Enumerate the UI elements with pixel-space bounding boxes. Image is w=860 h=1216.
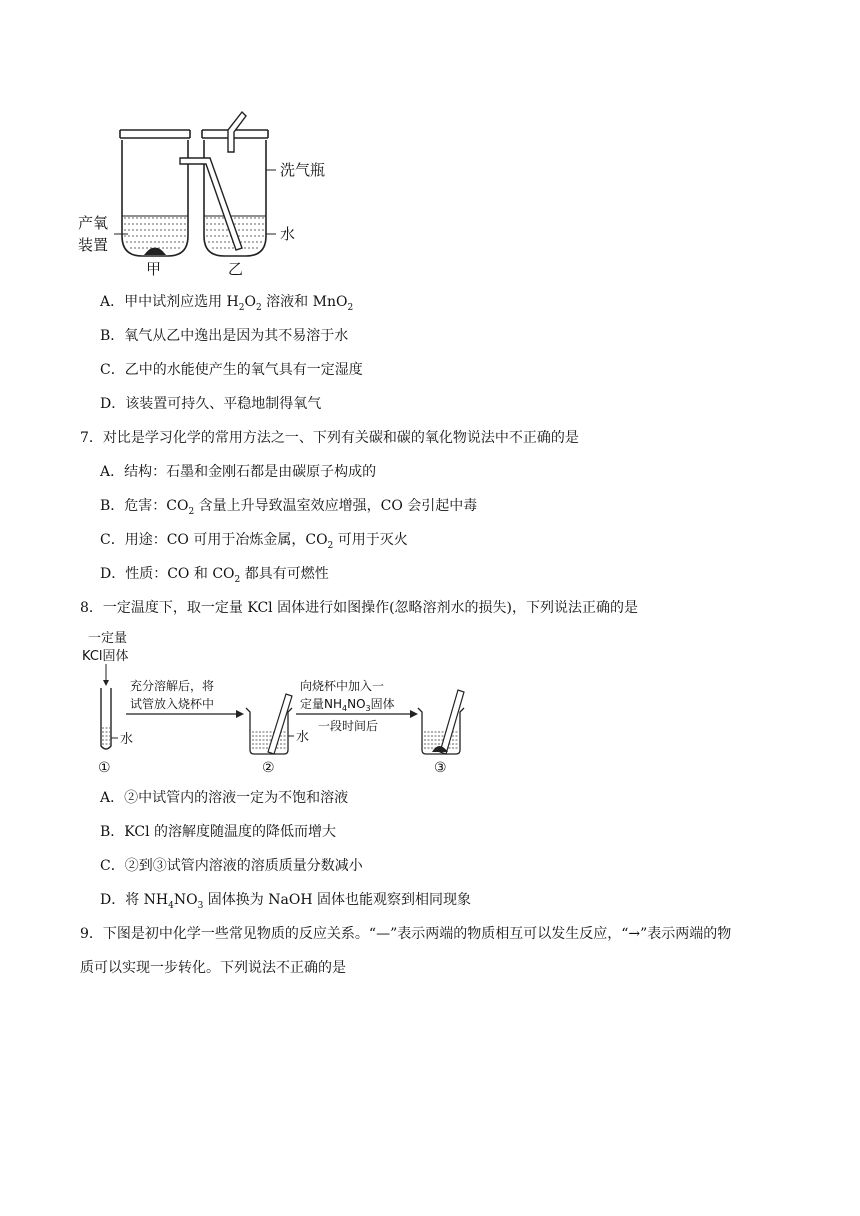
q6-option-b: B．氧气从乙中逸出是因为其不易溶于水 bbox=[100, 328, 349, 344]
water-label-1: 水 bbox=[120, 732, 134, 747]
step-2-label: ② bbox=[262, 760, 275, 776]
beaker-3 bbox=[418, 690, 464, 754]
q7-option-b: B．危害：$CO_2$ 含量上升导致温室效应增强，CO 会引起中毒 bbox=[100, 498, 478, 517]
q7-option-c: C．用途：CO 可用于冶炼金属，$CO_2$ 可用于灭火 bbox=[100, 532, 408, 551]
q8-stem: 8．一定温度下，取一定量 KCl 固体进行如图操作(忽略溶剂水的损失)，下列说法正确的是 bbox=[80, 600, 639, 616]
q7-stem: 7．对比是学习化学的常用方法之一、下列有关碳和碳的氧化物说法中不正确的是 bbox=[80, 430, 579, 446]
oxygen-device-label-2: 装置 bbox=[78, 236, 109, 254]
catalyst-pile bbox=[144, 248, 166, 256]
kcl-dissolution-figure bbox=[80, 628, 480, 778]
arrow2-text-2: 定量$NH_4NO_3$固体 bbox=[300, 697, 395, 713]
kcl-label-1: 一定量 bbox=[88, 631, 128, 646]
jia-container bbox=[120, 130, 190, 256]
q8-option-a: A．②中试管内的溶液一定为不饱和溶液 bbox=[100, 790, 349, 806]
jia-label: 甲 bbox=[146, 260, 162, 278]
beaker-2 bbox=[246, 694, 294, 754]
q8-option-c: C．②到③试管内溶液的溶质质量分数减小 bbox=[100, 858, 363, 874]
water-label: 水 bbox=[280, 225, 296, 243]
arrow1-text-1: 充分溶解后，将 bbox=[130, 679, 215, 693]
q6-option-a: A．甲中试剂应选用 $H_2O_2$ 溶液和 MnO$_2$ bbox=[100, 294, 354, 313]
test-tube-1 bbox=[101, 688, 118, 749]
arrow2-text-3: 一段时间后 bbox=[318, 719, 379, 733]
kcl-label-2: KCl固体 bbox=[82, 649, 129, 664]
q6-option-d: D．该装置可持久、平稳地制得氧气 bbox=[100, 396, 322, 412]
wash-bottle-label: 洗气瓶 bbox=[280, 161, 326, 179]
oxygen-device-label-1: 产氧 bbox=[78, 214, 109, 232]
arrow2-text-1: 向烧杯中加入一 bbox=[300, 679, 385, 693]
oxygen-apparatus-figure bbox=[76, 108, 336, 280]
q8-option-d: D．将 $NH_4NO_3$ 固体换为 NaOH 固体也能观察到相同现象 bbox=[100, 892, 471, 911]
water-label-2: 水 bbox=[296, 730, 310, 745]
outlet-tube bbox=[228, 112, 246, 152]
q7-option-a: A．结构：石墨和金刚石都是由碳原子构成的 bbox=[100, 464, 377, 480]
q8-option-b: B．KCl 的溶解度随温度的降低而增大 bbox=[100, 824, 337, 840]
q6-option-c: C．乙中的水能使产生的氧气具有一定湿度 bbox=[100, 362, 363, 378]
q9-stem-line-1: 9．下图是初中化学一些常见物质的反应关系。“—”表示两端的物质相互可以发生反应，“→”表示两端的物 bbox=[80, 926, 732, 942]
q9-stem-line-2: 质可以实现一步转化。下列说法不正确的是 bbox=[80, 960, 346, 976]
yi-label: 乙 bbox=[228, 260, 244, 278]
step-3-label: ③ bbox=[434, 760, 447, 776]
step-1-label: ① bbox=[98, 760, 111, 776]
arrow1-text-2: 试管放入烧杯中 bbox=[130, 697, 215, 711]
q7-option-d: D．性质：CO 和 $CO_2$ 都具有可燃性 bbox=[100, 566, 329, 585]
